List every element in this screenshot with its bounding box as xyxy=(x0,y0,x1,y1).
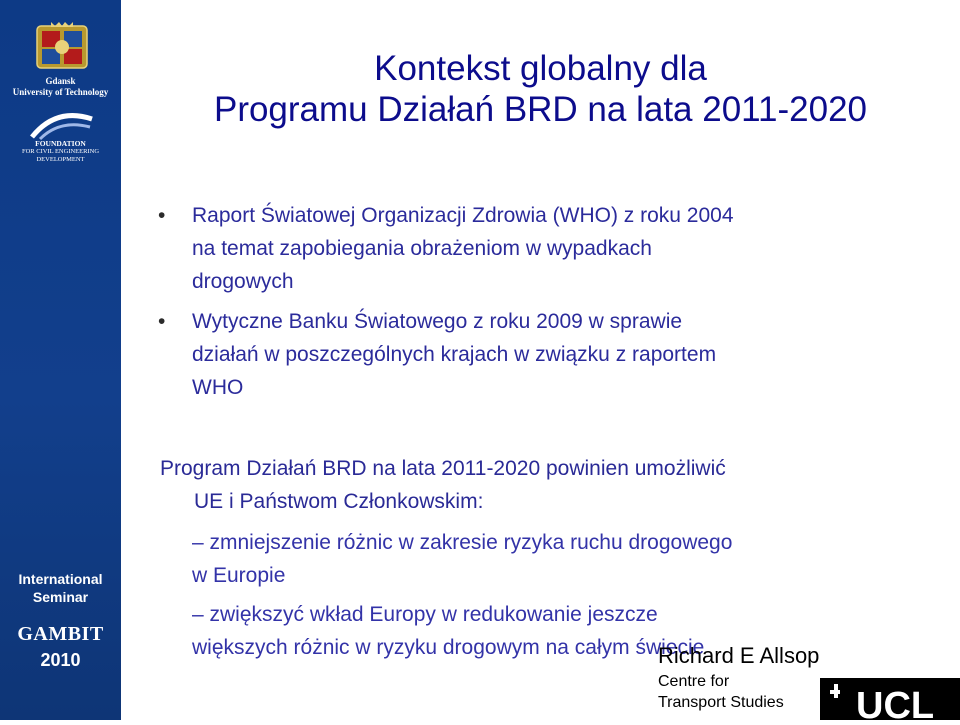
foundation-logo-icon xyxy=(26,105,96,143)
gambit-year: 2010 xyxy=(40,650,81,670)
title-line2: Programu Działań BRD na lata 2011-2020 xyxy=(213,90,868,129)
bullet-line: drogowych xyxy=(192,270,294,293)
sub-item-line: większych różnic w ryzyku drogowym na całym świecie xyxy=(192,636,705,659)
bullet-line: Raport Światowej Organizacji Zdrowia (WHO) z roku 2004 xyxy=(192,204,734,227)
university-crest-icon xyxy=(33,20,91,72)
sub-item-line: – zmniejszenie różnic w zakresie ryzyka ruchu drogowego xyxy=(192,531,733,554)
centre-line2: Transport Studies xyxy=(658,694,784,711)
bullet-line: Wytyczne Banku Światowego z roku 2009 w sprawie xyxy=(192,310,683,333)
ucl-logo-icon xyxy=(820,678,960,720)
left-sidebar xyxy=(0,0,121,720)
centre-name xyxy=(658,671,784,713)
title-line1: Kontekst globalny dla xyxy=(374,49,707,88)
university-line1: Gdansk xyxy=(45,76,76,86)
bullet-line: działań w poszczególnych krajach w związku z raportem xyxy=(192,343,717,366)
program-paragraph xyxy=(160,452,920,518)
bullet-dot-icon: • xyxy=(158,204,166,227)
bullet-item-who-report xyxy=(158,199,892,298)
program-line2: UE i Państwom Członkowskim: xyxy=(194,490,484,513)
university-line2: University of Technology xyxy=(12,87,109,97)
bullet-line: na temat zapobiegania obrażeniom w wypadkach xyxy=(192,237,652,260)
centre-line1: Centre for xyxy=(658,673,730,690)
university-name xyxy=(0,76,121,98)
bullet-line: WHO xyxy=(192,376,244,399)
foundation-name xyxy=(0,140,121,164)
seminar-line2: Seminar xyxy=(32,589,89,605)
ucl-logo xyxy=(820,678,960,720)
sub-item-reduce-differences xyxy=(192,526,912,592)
seminar-line1: International xyxy=(18,571,103,587)
author-name: Richard E Allsop xyxy=(658,643,820,668)
ucl-logo-text: UCL xyxy=(856,685,935,720)
sub-item-line: – zwiększyć wkład Europy w redukowanie jeszcze xyxy=(192,603,658,626)
program-line1: Program Działań BRD na lata 2011-2020 powinien umożliwić xyxy=(160,457,726,480)
foundation-line1: FOUNDATION xyxy=(35,139,86,148)
seminar-label xyxy=(0,570,121,606)
slide-title xyxy=(121,48,960,130)
sub-item-line: w Europie xyxy=(192,564,286,587)
gambit-logo: GAMBIT xyxy=(17,623,104,645)
foundation-line2: FOR CIVIL ENGINEERING DEVELOPMENT xyxy=(21,148,100,163)
bullet-dot-icon: • xyxy=(158,310,166,333)
bullet-item-world-bank xyxy=(158,305,892,404)
